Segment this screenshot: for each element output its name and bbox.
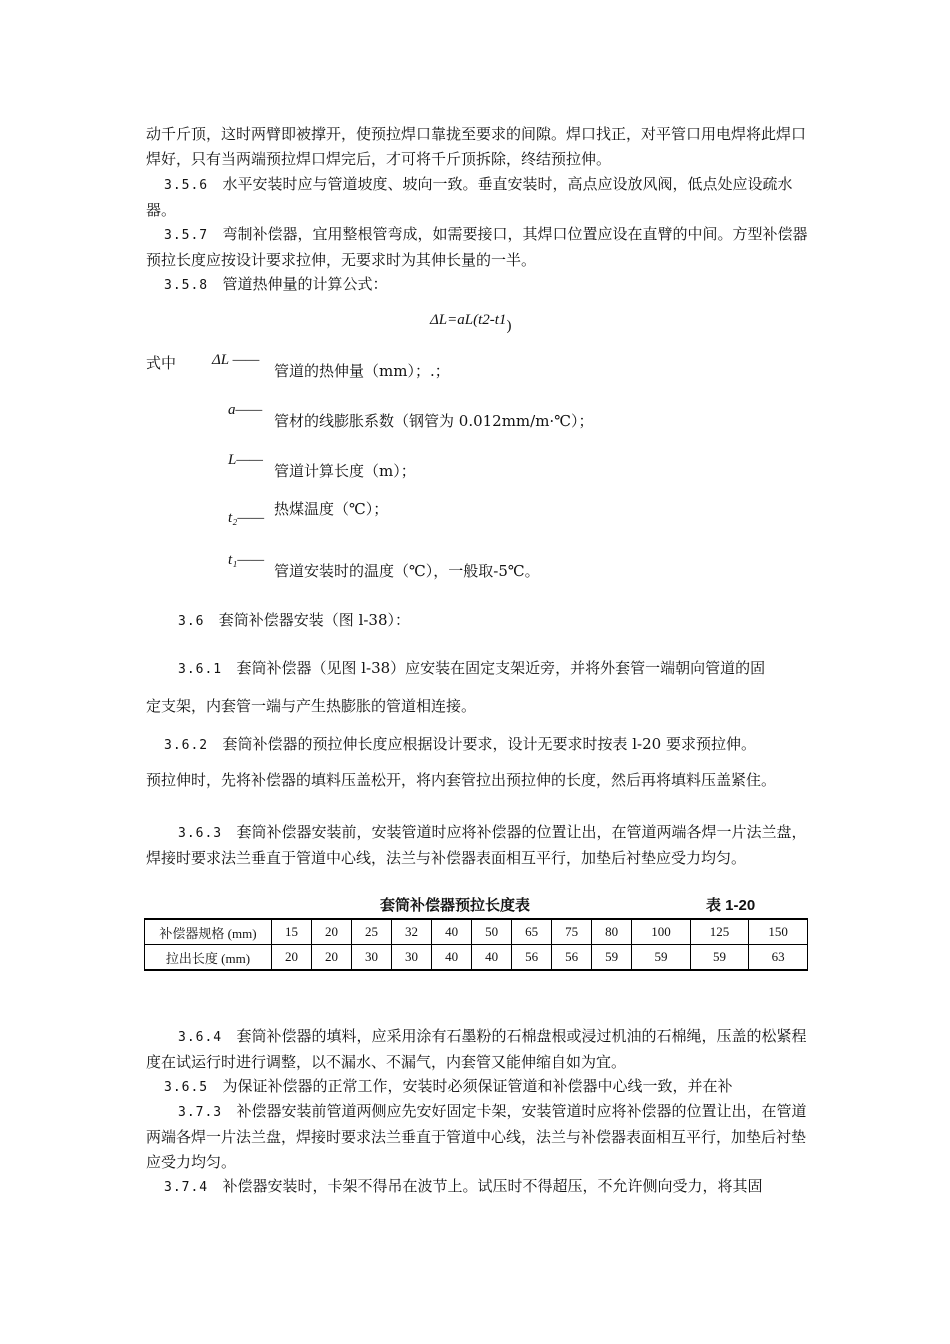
clause-text: 补偿器安装前管道两侧应先安好固定卡架，安装管道时应将补偿器的位置让出，在管道两端各焊一片法兰盘，焊接时要求法兰垂直于管道中心线，法兰与补偿器表面相互平行，加垫后衬垫应受力均匀。 xyxy=(146,1102,807,1171)
clause-number: 3.6.3 xyxy=(178,826,223,841)
paragraph-intro: 动千斤顶，这时两臂即被撑开，使预拉焊口靠拢至要求的间隙。焊口找正，对平管口用电焊将此焊口焊好，只有当两端预拉焊口焊完后，才可将千斤顶拆除，终结预拉伸。 xyxy=(146,125,807,168)
clause-text: 套筒补偿器的预拉伸长度应根据设计要求，设计无要求时按表 l-20 要求预拉伸。 xyxy=(222,735,756,753)
clause-number: 3.6.5 xyxy=(164,1080,209,1095)
clause-number: 3.6.2 xyxy=(164,738,209,753)
formula-close-paren: ) xyxy=(506,318,512,334)
paragraph-3-7-4 xyxy=(146,1174,810,1200)
table-cell: 40 xyxy=(472,945,512,971)
table-cell: 59 xyxy=(690,945,749,971)
where-label: 式中 xyxy=(146,354,177,372)
clause-number: 3.5.6 xyxy=(164,178,209,193)
table-cell: 20 xyxy=(312,919,352,945)
clause-text: 为保证补偿器的正常工作，安装时必须保证管道和补偿器中心线一致，并在补 xyxy=(222,1077,733,1095)
table-cell: 75 xyxy=(552,919,592,945)
paragraph-3-5-7 xyxy=(146,222,810,273)
table-cell: 80 xyxy=(592,919,632,945)
desc-delta-l: 管道的热伸量（mm）；.； xyxy=(274,362,450,380)
table-cell: 20 xyxy=(312,945,352,971)
table-cell: 50 xyxy=(472,919,512,945)
table-row-length xyxy=(145,945,808,971)
table-cell: 65 xyxy=(512,919,552,945)
clause-text: 弯制补偿器，宜用整根管弯成，如需要接口，其焊口位置应设在直臂的中间。方型补偿器预拉长度应按设计要求拉伸，无要求时为其伸长量的一半。 xyxy=(146,225,808,269)
paragraph-3-6-4 xyxy=(146,1024,810,1075)
table-cell: 56 xyxy=(512,945,552,971)
paragraph-3-5-8 xyxy=(146,272,810,298)
table-cell: 30 xyxy=(352,945,392,971)
section-title: 套筒补偿器安装（图 l-38）： xyxy=(218,611,411,629)
paragraph-3-5-6 xyxy=(146,172,810,223)
thermal-expansion-formula xyxy=(430,312,512,334)
paragraph-3-6-2-line2: 预拉伸时，先将补偿器的填料压盖松开，将内套管拉出预拉伸的长度，然后再将填料压盖紧住。 xyxy=(146,771,777,789)
clause-text: 补偿器安装时，卡架不得吊在波节上。试压时不得超压，不允许侧向受力，将其固 xyxy=(222,1177,763,1195)
table-cell: 30 xyxy=(392,945,432,971)
paragraph-3-7-3 xyxy=(146,1099,810,1175)
desc-t1: 管道安装时的温度（℃），一般取-5℃。 xyxy=(274,562,540,580)
table-cell: 150 xyxy=(749,919,808,945)
row-header: 拉出长度 (mm) xyxy=(145,945,272,971)
section-number: 3.6 xyxy=(178,614,205,629)
row-header: 补偿器规格 (mm) xyxy=(145,919,272,945)
symbol-delta-l: ΔL —— xyxy=(212,352,260,368)
table-cell: 125 xyxy=(690,919,749,945)
table-title: 套筒补偿器预拉长度表 xyxy=(380,897,531,914)
table-number: 表 1-20 xyxy=(706,897,756,914)
section-3-6 xyxy=(146,608,810,634)
preload-length-table xyxy=(144,918,808,971)
formula-expression: ΔL=aL(t2-t1 xyxy=(430,312,507,328)
clause-text: 套筒补偿器的填料，应采用涂有石墨粉的石棉盘根或浸过机油的石棉绳，压盖的松紧程度在试运行时进行调整，以不漏水、不漏气，内套管又能伸缩自如为宜。 xyxy=(146,1027,807,1071)
table-cell: 63 xyxy=(749,945,808,971)
desc-t2: 热煤温度（℃）； xyxy=(274,500,389,518)
clause-number: 3.6.1 xyxy=(178,662,223,677)
table-cell: 15 xyxy=(272,919,312,945)
paragraph-3-6-3 xyxy=(146,820,810,871)
paragraph-3-6-5 xyxy=(146,1074,810,1100)
table-row-spec xyxy=(145,919,808,945)
paragraph-3-6-1-line1 xyxy=(146,656,810,682)
desc-l: 管道计算长度（m）； xyxy=(274,462,416,480)
clause-number: 3.7.4 xyxy=(164,1180,209,1195)
table-cell: 20 xyxy=(272,945,312,971)
symbol-a: a—— xyxy=(228,402,263,418)
symbol-l: L—— xyxy=(228,452,264,468)
clause-number: 3.6.4 xyxy=(178,1030,223,1045)
table-cell: 40 xyxy=(432,945,472,971)
table-cell: 100 xyxy=(632,919,691,945)
clause-text: 套筒补偿器（见图 l-38）应安装在固定支架近旁，并将外套管一端朝向管道的固 xyxy=(236,659,766,677)
paragraph-3-6-2-line1 xyxy=(146,732,810,758)
clause-number: 3.5.7 xyxy=(164,228,209,243)
symbol-t2: t₂—— xyxy=(228,510,265,526)
table-cell: 40 xyxy=(432,919,472,945)
clause-text: 管道热伸量的计算公式： xyxy=(222,275,388,293)
table-cell: 59 xyxy=(592,945,632,971)
table-cell: 59 xyxy=(632,945,691,971)
clause-text: 套筒补偿器安装前，安装管道时应将补偿器的位置让出，在管道两端各焊一片法兰盘，焊接时要求法兰垂直于管道中心线，法兰与补偿器表面相互平行，加垫后衬垫应受力均匀。 xyxy=(146,823,807,867)
table-cell: 56 xyxy=(552,945,592,971)
clause-text: 水平安装时应与管道坡度、坡向一致。垂直安装时，高点应设放风阀，低点处应设疏水器。 xyxy=(146,175,793,219)
paragraph-3-6-1-line2: 定支架，内套管一端与产生热膨胀的管道相连接。 xyxy=(146,697,477,715)
symbol-t1: t₁—— xyxy=(228,552,265,568)
table-cell: 32 xyxy=(392,919,432,945)
table-cell: 25 xyxy=(352,919,392,945)
clause-number: 3.7.3 xyxy=(178,1105,223,1120)
desc-a: 管材的线膨胀系数（钢管为 0.012mm/m·℃）； xyxy=(274,412,594,430)
clause-number: 3.5.8 xyxy=(164,278,209,293)
